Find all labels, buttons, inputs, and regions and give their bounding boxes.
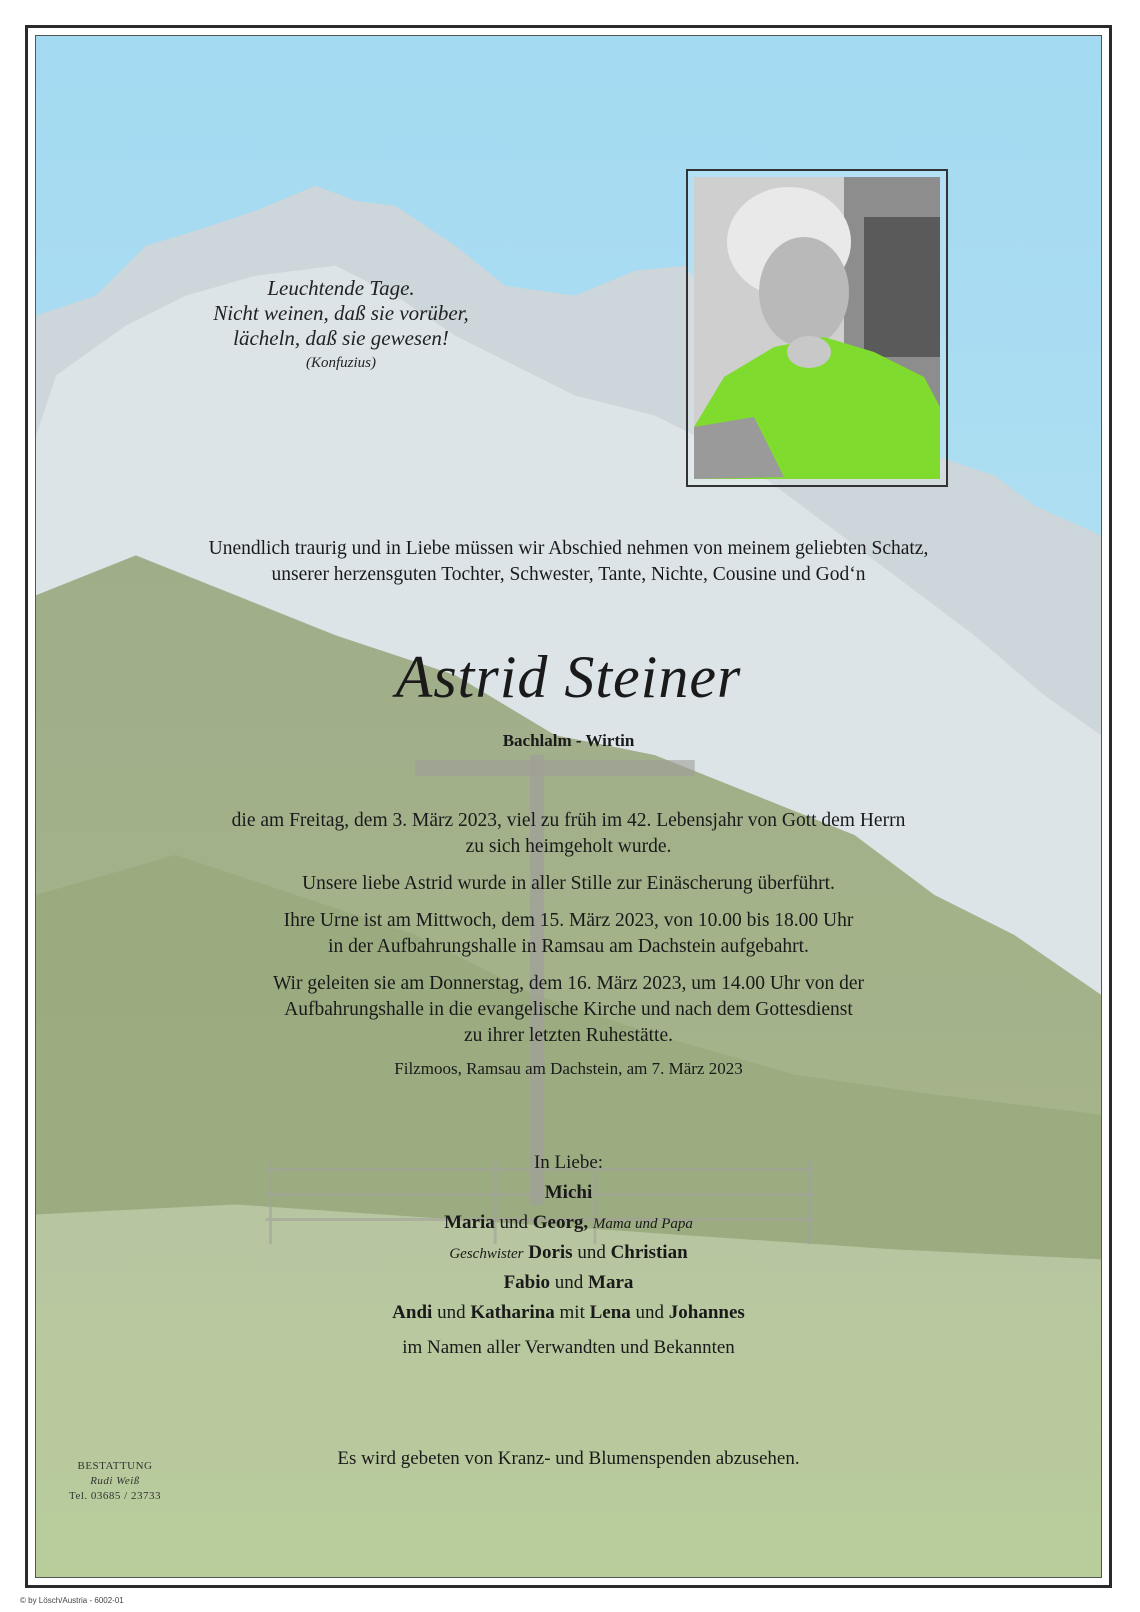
- procession-notice: [36, 971, 1101, 1049]
- family-name: Maria: [444, 1212, 495, 1233]
- quote-author: (Konfuzius): [305, 355, 376, 371]
- deceased-title: Bachlalm - Wirtin: [502, 731, 635, 750]
- family-connector: und: [577, 1242, 606, 1263]
- death-line: die am Freitag, dem 3. März 2023, viel zu früh im 42. Lebensjahr von Gott dem Herrn: [231, 810, 906, 831]
- urn-line: in der Aufbahrungshalle in Ramsau am Dachstein aufgebahrt.: [328, 936, 809, 957]
- card-frame: [35, 35, 1102, 1578]
- family-name: Mara: [588, 1272, 634, 1293]
- undertaker-line: Rudi Weiß: [90, 1475, 140, 1487]
- family-heading: In Liebe:: [533, 1152, 604, 1173]
- death-line: zu sich heimgeholt wurde.: [465, 836, 672, 857]
- intro-text: [36, 536, 1101, 588]
- family-name: Michi: [544, 1182, 593, 1203]
- cremation-notice: Unsere liebe Astrid wurde in aller Stille zur Einäscherung überführt.: [302, 873, 835, 894]
- family-name: Christian: [610, 1242, 688, 1263]
- family-row: [36, 1298, 1101, 1328]
- family-row: [36, 1238, 1101, 1269]
- quote-line: lächeln, daß sie gewesen!: [233, 326, 449, 350]
- quote-block: [186, 276, 496, 376]
- family-note: Geschwister: [449, 1246, 524, 1262]
- copyright-note: © by Lösch/Austria - 6002-01: [20, 1596, 124, 1605]
- intro-line: unserer herzensguten Tochter, Schwester, Tante, Nichte, Cousine und God‘n: [271, 564, 866, 585]
- quote-line: Nicht weinen, daß sie vorüber,: [213, 301, 469, 325]
- family-name: Lena: [589, 1302, 631, 1323]
- family-name: Georg,: [532, 1212, 589, 1233]
- procession-line: zu ihrer letzten Ruhestätte.: [464, 1025, 673, 1046]
- relatives-line: im Namen aller Verwandten und Bekannten: [402, 1337, 735, 1358]
- procession-line: Wir geleiten sie am Donnerstag, dem 16. März 2023, um 14.00 Uhr von der: [272, 973, 865, 994]
- family-name: Katharina: [470, 1302, 555, 1323]
- urn-line: Ihre Urne ist am Mittwoch, dem 15. März 2023, von 10.00 bis 18.00 Uhr: [283, 910, 854, 931]
- quote-line: Leuchtende Tage.: [267, 276, 415, 300]
- family-row: [36, 1178, 1101, 1208]
- urn-notice: [36, 908, 1101, 960]
- family-row: [36, 1208, 1101, 1239]
- undertaker-line: BESTATTUNG: [77, 1460, 153, 1472]
- portrait-photo: [694, 177, 940, 479]
- procession-line: Aufbahrungshalle in die evangelische Kirche und nach dem Gottesdienst: [284, 999, 853, 1020]
- death-notice: [36, 808, 1101, 860]
- intro-line: Unendlich traurig und in Liebe müssen wir Abschied nehmen von meinem geliebten Schatz,: [208, 538, 929, 559]
- undertaker-line: Tel. 03685 / 23733: [69, 1490, 161, 1502]
- family-name: Andi: [392, 1302, 433, 1323]
- family-note: Mama und Papa: [592, 1216, 693, 1232]
- family-connector: und: [499, 1212, 528, 1233]
- deceased-name: Astrid Steiner: [395, 644, 742, 710]
- family-connector: und: [635, 1302, 665, 1323]
- family-row: [36, 1268, 1101, 1298]
- family-name: Doris: [528, 1242, 573, 1263]
- family-name: Fabio: [503, 1272, 551, 1293]
- place-and-date: Filzmoos, Ramsau am Dachstein, am 7. März 2023: [394, 1059, 743, 1078]
- family-connector: und: [437, 1302, 466, 1323]
- flower-request: Es wird gebeten von Kranz- und Blumenspenden abzusehen.: [337, 1448, 800, 1469]
- family-connector: und: [554, 1272, 584, 1293]
- family-name: Johannes: [668, 1302, 745, 1323]
- portrait-photo-frame: [686, 169, 948, 487]
- family-connector: mit: [559, 1302, 585, 1323]
